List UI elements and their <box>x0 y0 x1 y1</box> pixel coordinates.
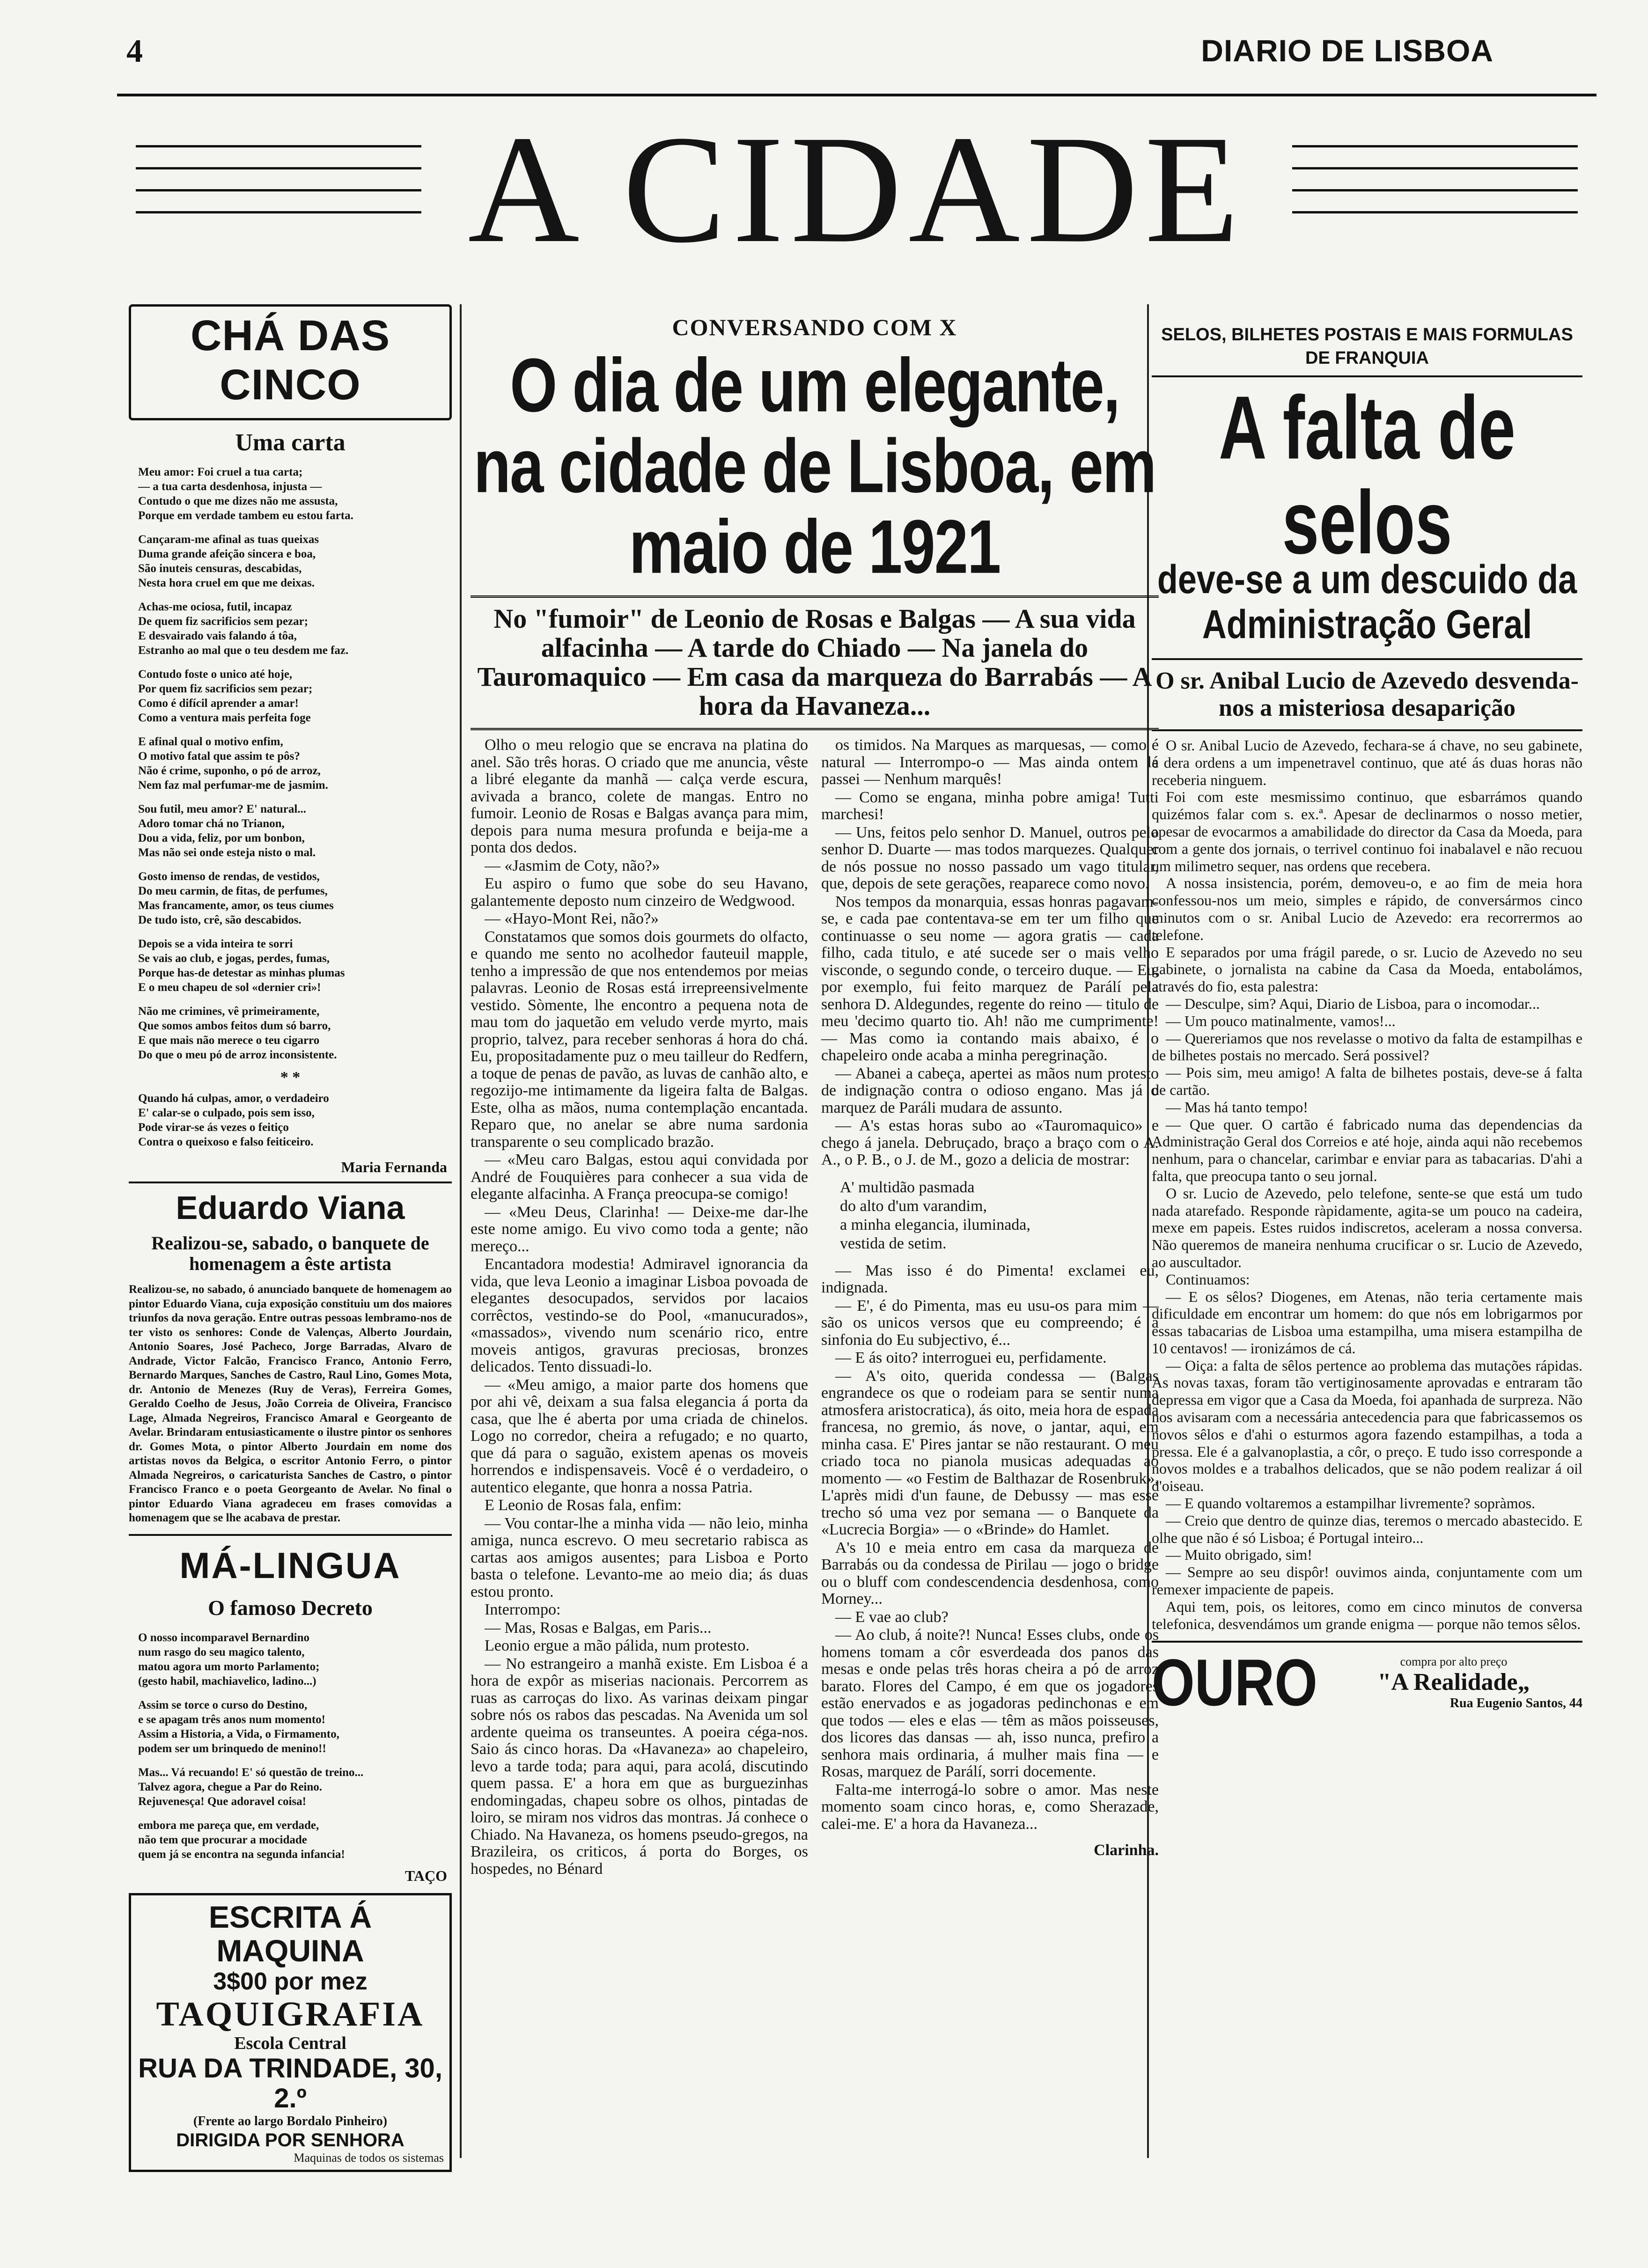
ouro-ad-name: "A Realidade„ <box>1377 1669 1530 1696</box>
cha-poem-final-stanza <box>138 1091 452 1149</box>
section-header <box>117 104 1596 275</box>
ouro-ad-text <box>1317 1655 1582 1711</box>
column-rule-1 <box>460 304 462 2158</box>
poem-line: matou agora um morto Parlamento; <box>138 1660 320 1673</box>
paragraph: — E os sêlos? Diogenes, em Atenas, não teria certamente mais dificuldade em encontrar um homem: do que nós em lobrigarmos por essas tabacarias de Lisboa uma estampilha, uma misera estampilha de 10 centavos! — ironizámos de cá. <box>1152 1288 1582 1357</box>
stamps-headline: A falta de selos <box>1219 377 1516 573</box>
paragraph: Continuamos: <box>1166 1270 1250 1288</box>
paragraph: — Que quer. O cartão é fabricado numa das dependencias da Administração Geral dos Correios e até hoje, ainda aqui não recebemos nenhum, para o chancelar, carimbar e enviar para as tabacarias. D'ahi a falta, que preocupa tanto o seu jornal. <box>1152 1116 1582 1184</box>
poem-line: Assim se torce o curso do Destino, <box>138 1698 308 1711</box>
wavy-rule <box>471 595 1159 598</box>
separator <box>1152 729 1582 731</box>
ad-line: TAQUIGRAFIA <box>156 1995 425 2033</box>
poem-line: Do que o meu pó de arroz inconsistente. <box>138 1049 337 1061</box>
poem-line: Porque has-de detestar as minhas plumas <box>138 967 345 979</box>
article-paragraphs <box>821 737 1159 1169</box>
poem-line: São inuteis censuras, descabidas, <box>138 562 302 575</box>
separator <box>129 1182 452 1183</box>
top-rule <box>117 94 1596 96</box>
paragraph: — Desculpe, sim? Aqui, Diario de Lisboa, para o incomodar... <box>1166 995 1540 1012</box>
paragraph: os timidos. Na Marques as marquesas, — como é natural — Interrompo-o — Mas ainda ontem lá passei — Nenhum marquês! <box>821 736 1159 788</box>
paragraph: — Creio que dentro de quinze dias, teremos o mercado abastecido. E olhe que não é só Lisboa; é Portugal inteiro... <box>1152 1512 1582 1546</box>
paragraph: Eu aspiro o fumo que sobe do seu Havano, galantemente deposto num cinzeiro de Wedgwood. <box>471 875 808 910</box>
cha-das-cinco-title: CHÁ DAS CINCO <box>129 304 452 420</box>
poem-line: Não me crimines, vê primeiramente, <box>138 1005 320 1018</box>
main-deck: No "fumoir" de Leonio de Rosas e Balgas — A sua vida alfacinha — A tarde do Chiado — Na janela do Tauromaquico — Em casa da marqueza do Barrabás — A hora da Havaneza... <box>477 603 1152 721</box>
paragraph: — «Jasmim de Coty, não?» <box>485 857 660 874</box>
poem-line: Por quem fiz sacrificios sem pezar; <box>138 683 313 695</box>
poem-line: Do meu carmin, de fitas, de perfumes, <box>138 885 328 897</box>
poem-line: E' calar-se o culpado, pois sem isso, <box>138 1107 315 1119</box>
viana-title: Eduardo Viana <box>176 1189 405 1226</box>
poem-line: e se apagam três anos num momento! <box>138 1713 325 1726</box>
separator <box>1152 1641 1582 1643</box>
poem-stanza <box>138 869 452 927</box>
paragraph: — Mas isso é do Pimenta! exclamei eu, indignada. <box>821 1262 1159 1296</box>
poem-line: Mas não sei onde esteja nisto o mal. <box>138 846 316 859</box>
viana-deck: Realizou-se, sabado, o banquete de homenagem a êste artista <box>151 1233 429 1274</box>
poem-stanza <box>138 1765 452 1809</box>
paragraph: A's 10 e meia entro em casa da marqueza de Barrabás ou da condessa de Pirilau — jogo o bridge ou o bluff com condescendencia desdenhosa, como Morney... <box>821 1539 1159 1607</box>
poem-line: Porque em verdade tambem eu estou farta. <box>138 509 353 522</box>
paragraph: — «Meu Deus, Clarinha! — Deixe-me dar-lhe este nome amigo. Eu vivo como toda a gente; não mereço... <box>471 1203 808 1255</box>
poem-stanza <box>138 600 452 658</box>
poem-line: Que somos ambos feitos dum só barro, <box>138 1020 331 1032</box>
paragraph: E Leonio de Rosas fala, enfim: <box>485 1497 682 1514</box>
poem-stanza <box>138 937 452 995</box>
ouro-ad-address: Rua Eugenio Santos, 44 <box>1449 1696 1582 1711</box>
poem-line: num rasgo do seu magico talento, <box>138 1645 305 1659</box>
paragraph: — Vou contar-lhe a minha vida — não leio, minha amiga, nunca escrevo. O meu secretario rabisca as cartas aos amigos ausentes; para Lisboa e Porto basta o telefone. Levanto-me ao meio dia; ás duas estou pronto. <box>471 1514 808 1600</box>
ma-lingua-subtitle: O famoso Decreto <box>208 1595 373 1620</box>
poem-line: Duma grande afeição sincera e boa, <box>138 548 316 560</box>
typing-school-ad <box>129 1893 452 2172</box>
poem-stanza <box>138 1818 452 1862</box>
poem-line: Nesta hora cruel em que me deixas. <box>138 577 315 589</box>
ouro-ad <box>1152 1646 1582 1720</box>
poem-line: De quem fiz sacrificios sem pezar; <box>138 615 309 628</box>
cha-subtitle: Uma carta <box>235 429 346 456</box>
poem-line: E o meu chapeu de sol «dernier cri»! <box>138 981 321 994</box>
poem-line: embora me pareça que, em verdade, <box>138 1819 319 1832</box>
poem-stanza <box>138 1698 452 1756</box>
ad-line: DIRIGIDA POR SENHORA <box>176 2129 405 2151</box>
poem-line: Sou futil, meu amor? E' natural... <box>138 803 307 815</box>
paragraph: O sr. Anibal Lucio de Azevedo, fechara-se á chave, no seu gabinete, e dera ordens a um impenetravel continuo, que até ás duas horas não receberia ninguem. <box>1152 737 1582 788</box>
paragraph: — E vae ao club? <box>835 1608 949 1626</box>
paragraph: O sr. Lucio de Azevedo, pelo telefone, sente-se que está um tudo nada atarefado. Responde ràpidamente, agita-se um pouco na cadeira, mexe em papeis. Estes ruidos indiscretos, aceleram a nossa conversa. Não queremos de maneira nenhuma crucificar o sr. Lucio de Azevedo, ao auscultador. <box>1152 1184 1582 1270</box>
stamps-body <box>1152 737 1582 1632</box>
poem-stanza <box>138 1004 452 1062</box>
poem-line: De tudo isto, crê, são descabidos. <box>138 914 302 926</box>
poem-line: (gesto habil, machiavelico, ladino...) <box>138 1674 316 1688</box>
page-number: 4 <box>126 33 143 69</box>
poem-line: Contudo foste o unico até hoje, <box>138 668 293 681</box>
wavy-rule <box>471 728 1159 730</box>
separator <box>129 1534 452 1536</box>
verse-line: do alto d'um varandim, <box>840 1197 987 1215</box>
separator <box>1152 375 1582 377</box>
left-column <box>129 304 452 2172</box>
paragraph: Leonio ergue a mão pálida, num protesto. <box>485 1637 750 1654</box>
poem-stanza <box>138 465 452 523</box>
article-paragraphs-2 <box>821 1262 1159 1833</box>
cha-signature: Maria Fernanda <box>341 1159 447 1175</box>
poem-line: O nosso incomparavel Bernardino <box>138 1631 309 1644</box>
paragraph: Encantadora modestia! Admiravel ignorancia da vida, que leva Leonio a imaginar Lisboa povoada de elegantes desocupados, servidos por lacaios corrêctos, vestindo-se do Pool, «manucurados», «massados», vivendo num scenário rico, entre moveis antigos, gravuras preciosas, bronzes delicados. Tento dissuadi-lo. <box>471 1255 808 1375</box>
paragraph: — Abanei a cabeça, apertei as mãos num protesto de indignação contra o odioso engano. Mas já o marquez de Paráli mudara de assunto. <box>821 1064 1159 1116</box>
article-signature: Clarinha. <box>1094 1842 1159 1859</box>
paragraph: — «Hayo-Mont Rei, não?» <box>485 910 659 927</box>
paragraph: — Ao club, á noite?! Nunca! Esses clubs, onde os homens tomam a côr esverdeada dos panos das mesas e onde pelas três horas cheira a pó de arroz barato. Flores del Campo, é em que os jogadores estão enervados e as jogadoras pedinchonas e em que todos — eles e elas — têm as mãos poisseuses, dos licores das dansas — ah, isso nunca, prefiro a senhora mais ordinaria, á mulher mais fina — e Rosas, marquez de Parálí, sorri docemente. <box>821 1626 1159 1780</box>
poem-line: Nem faz mal perfumar-me de jasmim. <box>138 779 328 792</box>
verse-line: a minha elegancia, iluminada, <box>840 1216 1030 1233</box>
stamps-kicker: SELOS, BILHETES POSTAIS E MAIS FORMULAS DE FRANQUIA <box>1161 325 1573 368</box>
ma-lingua-signature: TAÇO <box>405 1867 447 1884</box>
poem-line: Assim a Historia, a Vida, o Firmamento, <box>138 1727 339 1740</box>
poem-line: Gosto imenso de rendas, de vestidos, <box>138 870 320 883</box>
paragraph: — Mas, Rosas e Balgas, em Paris... <box>485 1619 712 1637</box>
ad-line: Escola Central <box>234 2033 346 2053</box>
poem-line: Talvez agora, chegue a Par do Reino. <box>138 1780 323 1793</box>
ad-line: ESCRITA Á MAQUINA <box>208 1899 372 1968</box>
poem-line: Achas-me ociosa, futil, incapaz <box>138 601 292 613</box>
paragraph: — «Meu caro Balgas, estou aqui convidada por André de Fouquières para conhecer a sua vida de elegante alfacinha. A França preocupa-se comigo! <box>471 1151 808 1203</box>
poem-stanza <box>138 1091 452 1149</box>
paragraph: — E', é do Pimenta, mas eu usu-os para mim — são os unicos versos que eu compreendo; é a sinfonia do Eu subjectivo, é... <box>821 1297 1159 1349</box>
poem-line: Contra o queixoso e falso feiticeiro. <box>138 1136 314 1148</box>
poem-stanza <box>138 1630 452 1688</box>
paragraph: — Um pouco matinalmente, vamos!... <box>1166 1012 1396 1029</box>
poem-line: Como a ventura mais perfeita foge <box>138 712 311 724</box>
conversando-kicker: CONVERSANDO COM X <box>672 314 957 340</box>
paragraph: Interrompo: <box>485 1601 561 1618</box>
center-column <box>471 304 1159 1879</box>
viana-body: Realizou-se, no sabado, ó anunciado banquete de homenagem ao pintor Eduardo Viana, cuja exposição constituiu um dos maiores triunfos da nova geração. Entre outras pessoas lembramo-nos de ter visto os senhores: Conde de Valenças, Alberto Jourdain, Antonio Soares, José Pacheco, Jorge Barradas, Alvaro de Andrade, Victor Falcão, Francisco Franco, Antonio Ferro, Bernardo Marques, Sanches de Castro, Raul Lino, Gomes Mota, dr. Antonio de Menezes (Ruy de Veras), Ferreira Gomes, Geraldo Coelho de Jesus, João Correia de Oliveira, Francisco Lage, Almada Negreiros, Francisco Amaral e Georgeanto de Avelar. Brindaram entusiasticamente o ilustre pintor os senhores dr. Gomes Mota, o pintor Alberto Jourdain em nome dos artistas novos da Belgica, o escritor Antonio Ferro, o pintor Almada Negreiros, o caricaturista Sanches de Castro, o pintor Francisco Franco e o poeta Georgeanto de Avelar. No final o pintor Eduardo Viana agradeceu em frases comovidas a homenagem que se lhe acabava de prestar. <box>129 1283 452 1524</box>
paragraph: Falta-me interrogá-lo sobre o amor. Mas neste momento soam cinco horas, e, como Sherazade, calei-me. E' a hora da Havaneza... <box>821 1781 1159 1833</box>
paragraph: — A's oito, querida condessa — (Balgas engrandece os que o rodeiam para se sentir numa atmosfera aristocratica), ás oito, meia hora de espada francesa, no gremio, ás nove, o jantar, aqui, em minha casa. E' Pires jantar se não restaurant. O meu criado toca no pianola musicas adequadas ao momento — «o Festim de Balthazar de Rosenbruk», L'après midi d'un faune, de Debussy — mas esse trecho só uma vez por semana — o Banquete da «Lucrecia Borgia» — o «Brinde» do Hamlet. <box>821 1367 1159 1538</box>
ma-lingua-title: MÁ-LINGUA <box>179 1544 401 1586</box>
poem-line: E desvairado vais falando á tôa, <box>138 630 297 642</box>
paragraph: — Sempre ao seu dispôr! ouvimos ainda, conjuntamente com um remexer impaciente de papeis. <box>1152 1563 1582 1598</box>
ouro-word: OURO <box>1152 1646 1317 1720</box>
poem-line: Mas francamente, amor, os teus ciumes <box>138 899 334 912</box>
poem-line: E afinal qual o motivo enfim, <box>138 735 283 748</box>
article-column-right <box>821 737 1159 1879</box>
title-rules-right <box>1292 145 1578 233</box>
paragraph: — Como se engana, minha pobre amiga! Tutti marchesi! <box>821 788 1159 823</box>
poem-line: não tem que procurar a mocidade <box>138 1833 307 1846</box>
separator <box>1152 658 1582 660</box>
article-verse <box>840 1178 1159 1253</box>
paragraph: — Pois sim, meu amigo! A falta de bilhetes postais, deve-se á falta de cartão. <box>1152 1064 1582 1098</box>
paragraph: Aqui tem, pois, os leitores, como em cinco minutos de conversa telefonica, desvendámos um grande enigma — porque não temos sêlos. <box>1152 1598 1582 1632</box>
poem-stanza <box>138 667 452 725</box>
ad-line: Maquinas de todos os sistemas <box>294 2151 444 2165</box>
ma-lingua-poem <box>138 1630 452 1862</box>
poem-line: Contudo o que me dizes não me assusta, <box>138 495 338 507</box>
poem-stanza <box>138 532 452 590</box>
paragraph: — A's estas horas subo ao «Tauromaquico» e chego á janela. Debruçado, braço a braço com o A. A., o P. B., o J. de M., gozo a delicia de mostrar: <box>821 1117 1159 1168</box>
paragraph: — No estrangeiro a manhã existe. Em Lisboa é a hora de expôr as miserias nacionais. Percorrem as ruas as carroças do lixo. As varinas deixam pingar sobre nós os rabos das pescadas. Na Avenida um sol ardente queima os transeuntes. A poeira céga-nos. Saio ás cinco horas. Da «Havaneza» ao chapeleiro, levo a tarde toda; para aqui, para acolá, discutindo quem passa. E' a hora em que as burguezinhas endomingadas, chapeu sobre os olhos, pintadas de loiro, se miram nos vidros das montras. Já conhece o Chiado. Na Havaneza, os homens pseudo-gregos, na Brazileira, os criticos, á porta do Borges, os hospedes, no Bénard <box>471 1655 808 1878</box>
verse-line: vestida de setim. <box>840 1234 947 1252</box>
paragraph: — Muito obrigado, sim! <box>1166 1546 1312 1563</box>
paragraph: Olho o meu relogio que se encrava na platina do anel. São três horas. O criado que me anuncia, vêste a libré elegante da manhã — calça verde escura, avivada a branco, colete de mangas. Entro no fumoir. Leonio de Rosas e Balgas avança para mim, depois para numa mesura profunda e beija-me a ponta dos dedos. <box>471 736 808 856</box>
cha-poem <box>138 465 452 1062</box>
paragraph: — Quereriamos que nos revelasse o motivo da falta de estampilhas e de bilhetes postais no mercado. Será possivel? <box>1152 1029 1582 1064</box>
paragraph: A nossa insistencia, porém, demoveu-o, e ao fim de meia hora confessou-nos um meio, simples e rápido, de conversármos cinco minutos com o sr. Anibal Lucio de Azevedo: era recorrermos ao telefone. <box>1152 874 1582 943</box>
poem-line: Rejuvenesça! Que adoravel coisa! <box>138 1795 306 1808</box>
poem-stanza <box>138 734 452 793</box>
ad-line: RUA DA TRINDADE, 30, 2.º <box>138 2053 442 2114</box>
poem-line: Se vais ao club, e jogas, perdes, fumas, <box>138 952 330 965</box>
article-column-left <box>471 737 808 1879</box>
poem-line: podem ser um brinquedo de menino!! <box>138 1742 326 1755</box>
masthead: DIARIO DE LISBOA <box>1201 33 1494 68</box>
poem-line: Pode virar-se ás vezes o feitiço <box>138 1121 289 1134</box>
ad-line: (Frente ao largo Bordalo Pinheiro) <box>193 2114 388 2129</box>
stamps-subheadline: deve-se a um descuido da Administração Geral <box>1157 557 1577 647</box>
poem-stars: * * <box>280 1069 301 1086</box>
ouro-ad-line: compra por alto preço <box>1400 1655 1508 1669</box>
poem-line: quem já se encontra na segunda infancia! <box>138 1848 345 1861</box>
paragraph: Constatamos que somos dois gourmets do olfacto, e quando me sento no acolhedor fauteuil mapple, tenho a impressão de que nos entendemos por meias palavras. Leonio de Rosas está irrepreensivelmente vestido. Sòmente, lhe encontro a pequena nota de mau tom do jaquetão em veludo verde myrto, mais proprio, talvez, para receber senhoras á hora do chá. Eu, propositadamente puz o meu tailleur do Redfern, a toque de penas de pavão, as luvas de canhão alto, e regozijo-me intimamente da ligeira falta de Balgas. Este, olha as mãos, numa contemplação encantada. Reparo que, no anelar se abre numa sardonia transparente o seu complicado brazão. <box>471 928 808 1151</box>
poem-line: Como é difícil aprender a amar! <box>138 697 299 710</box>
ad-line: 3$00 por mez <box>213 1967 368 1995</box>
poem-line: Dou a vida, feliz, por um bonbon, <box>138 832 305 844</box>
poem-line: Estranho ao mal que o teu desdem me faz. <box>138 644 349 657</box>
poem-line: Meu amor: Foi cruel a tua carta; <box>138 466 303 478</box>
paragraph: — E ás oito? interroguei eu, perfidamente. <box>835 1349 1107 1366</box>
paragraph: — Mas há tanto tempo! <box>1166 1098 1308 1116</box>
poem-line: O motivo fatal que assim te pôs? <box>138 750 300 763</box>
poem-line: E que mais não merece o teu cigarro <box>138 1034 320 1047</box>
right-column <box>1152 304 1582 1720</box>
article-body <box>471 737 1159 1879</box>
paragraph: — «Meu amigo, a maior parte dos homens que por ahi vê, deixam a sua falsa elegancia á porta da casa, que lhe é aberta por uma criada de chinelos. Logo no corredor, cheira a refugado; e no quarto, que dá para o saguão, existem apenas os moveis horrendos e indispensaveis. Você é o verdadeiro, o autentico elegante, que honra a nossa Patria. <box>471 1376 808 1496</box>
poem-line: Depois se a vida inteira te sorri <box>138 938 293 950</box>
poem-line: Cançaram-me afinal as tuas queixas <box>138 533 319 546</box>
paragraph: Foi com este mesmissimo continuo, que esbarrámos quando quizémos falar com s. ex.ª. Apesar de declinarmos o nosso metier, apesar de evocarmos a amabilidade do director da Casa da Moeda, para com a gente dos jornais, o terrivel continuo foi inabalavel e não recuou um milimetro sequer, nas ordens que recebera. <box>1152 788 1582 874</box>
main-headline: O dia de um elegante, na cidade de Lisboa, em maio de 1921 <box>473 342 1156 589</box>
poem-line: Não é crime, suponho, o pó de arroz, <box>138 764 321 777</box>
poem-line: Adoro tomar chá no Trianon, <box>138 817 285 830</box>
verse-line: A' multidão pasmada <box>840 1178 975 1196</box>
paragraph: — Oiça: a falta de sêlos pertence ao problema das mutações rápidas. As novas taxas, foram tão vertiginosamente aprovadas e entraram tão depressa em vigor que a Casa da Moeda, foi apanhada de surpreza. Não nos avisaram com a necessária antecedencia para que fabricassemos os novos sêlos e d'ahi o esturmos agora fazendo estampilhas, a toda a pressa. Ele é a galvanoplastia, a côr, o preço. E tudo isso corresponde a novos moldes e a trabalhos delicados, que se não podem realizar á oil d'oiseau. <box>1152 1357 1582 1495</box>
paragraph: Nos tempos da monarquia, essas honras pagavam-se, e cada pae contentava-se em ter um filho que continuasse o seu nome — agora gratis — cada filho, cada titulo, e até sucede ser o mais velho visconde, o segundo conde, o terceiro duque. — Eu, por exemplo, fui feito marquez de Parálí pela senhora D. Aldegundes, regente do reino — titulo de meu 'decimo quarto tio. Ah! não me cumprimente! — Mas como ia contando mais abaixo, é o chapeleiro onde acaba a minha peregrinação. <box>821 893 1159 1064</box>
paragraph: — E quando voltaremos a estampilhar livremente? sopràmos. <box>1166 1495 1536 1512</box>
paragraph: — Uns, feitos pelo senhor D. Manuel, outros pelo senhor D. Duarte — mas todos marquezes. Qualquer de nós possue no nosso passado um vago titular, que, depois de sete gerações, reaparece como novo. <box>821 823 1159 892</box>
poem-line: — a tua carta desdenhosa, injusta — <box>138 480 322 493</box>
poem-line: Quando há culpas, amor, o verdadeiro <box>138 1092 329 1105</box>
stamps-deck: O sr. Anibal Lucio de Azevedo desvenda-nos a misteriosa desaparição <box>1155 668 1579 721</box>
poem-line: Mas... Vá recuando! E' só questão de treino... <box>138 1766 364 1779</box>
paragraph: E separados por uma frágil parede, o sr. Lucio de Azevedo no seu gabinete, o jornalista na cabine da Casa da Moeda, entabolámos, através do fio, esta palestra: <box>1152 943 1582 995</box>
section-title: A CIDADE <box>468 104 1246 275</box>
poem-stanza <box>138 802 452 860</box>
